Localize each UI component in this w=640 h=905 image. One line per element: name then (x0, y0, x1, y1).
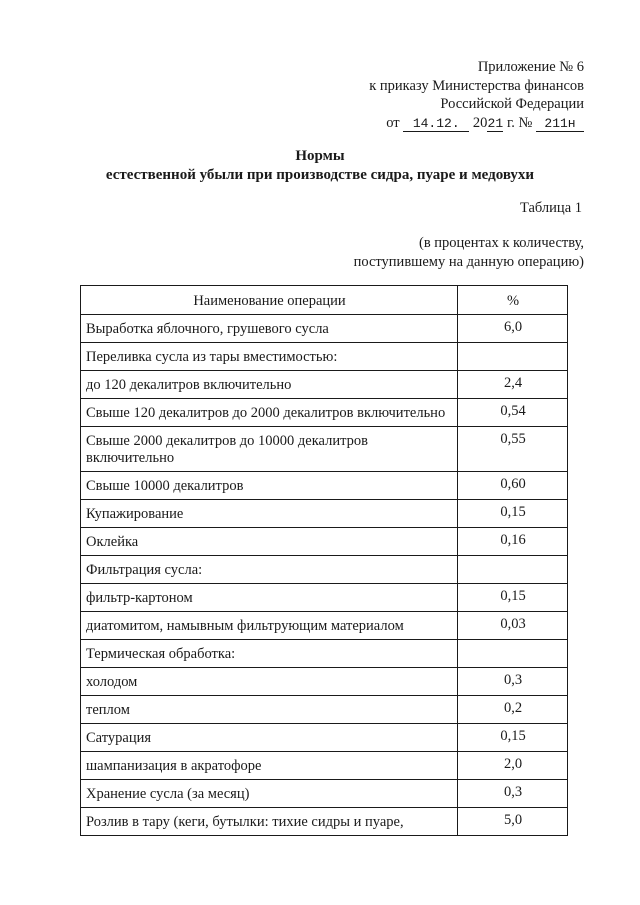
operation-cell: Переливка сусла из тары вместимостью: (81, 343, 458, 371)
title-line-2: естественной убыли при производстве сидра, пуаре и медовухи (105, 167, 535, 183)
operation-cell: теплом (81, 696, 458, 724)
header-percent: % (458, 286, 568, 315)
percent-cell: 0,2 (458, 696, 568, 724)
operation-cell: Хранение сусла (за месяц) (81, 780, 458, 808)
percent-cell: 0,15 (458, 724, 568, 752)
date-day-field: 14.12. (403, 117, 469, 132)
table-row (81, 399, 568, 427)
table-body (81, 315, 568, 836)
norms-table (80, 285, 568, 836)
table-row (81, 556, 568, 584)
table-row (81, 528, 568, 556)
percent-cell: 2,4 (458, 371, 568, 399)
operation-cell: шампанизация в акратофоре (81, 752, 458, 780)
operation-cell: Свыше 120 декалитров до 2000 декалитров включительно (81, 399, 458, 427)
order-number-field: 211н (536, 117, 584, 132)
table-row (81, 612, 568, 640)
operation-cell: Выработка яблочного, грушевого сусла (81, 315, 458, 343)
units-note-line-2: поступившему на данную операцию) (353, 253, 584, 270)
table-row (81, 427, 568, 472)
table-row (81, 724, 568, 752)
percent-cell: 0,03 (458, 612, 568, 640)
date-prefix: от (386, 114, 400, 131)
table-row (81, 640, 568, 668)
operation-cell: диатомитом, намывным фильтрующим материалом (81, 612, 458, 640)
percent-cell: 0,60 (458, 472, 568, 500)
operation-cell: Оклейка (81, 528, 458, 556)
table-number: Таблица 1 (519, 200, 582, 216)
percent-cell (458, 343, 568, 371)
date-century: 20 (472, 114, 488, 131)
percent-cell: 0,15 (458, 584, 568, 612)
header-operation: Наименование операции (81, 286, 458, 315)
percent-cell: 6,0 (458, 315, 568, 343)
units-note (354, 234, 584, 271)
table-row (81, 472, 568, 500)
operation-cell: до 120 декалитров включительно (81, 371, 458, 399)
percent-cell: 0,15 (458, 500, 568, 528)
operation-cell: Свыше 2000 декалитров до 10000 декалитров включительно (81, 427, 458, 472)
table-row (81, 315, 568, 343)
table-row (81, 584, 568, 612)
operation-cell: фильтр-картоном (81, 584, 458, 612)
percent-cell: 5,0 (458, 808, 568, 836)
percent-cell: 0,54 (458, 399, 568, 427)
appendix-federation: Российской Федерации (440, 96, 584, 112)
table-row (81, 752, 568, 780)
percent-cell (458, 556, 568, 584)
table-row (81, 780, 568, 808)
operation-cell: Термическая обработка: (81, 640, 458, 668)
title-line-1: Нормы (295, 148, 345, 164)
percent-cell: 0,16 (458, 528, 568, 556)
appendix-number: Приложение № 6 (477, 59, 584, 75)
table-row (81, 808, 568, 836)
operation-cell: Купажирование (81, 500, 458, 528)
table-row (81, 668, 568, 696)
date-year-field: 21 (487, 115, 504, 131)
table-row (81, 343, 568, 371)
date-year-suffix: г. № (506, 114, 533, 131)
units-note-line-1: (в процентах к количеству, (418, 235, 584, 251)
operation-cell: Фильтрация сусла: (81, 556, 458, 584)
operation-cell: Сатурация (81, 724, 458, 752)
table-row (81, 500, 568, 528)
operation-cell: холодом (81, 668, 458, 696)
appendix-order-ref: к приказу Министерства финансов (369, 77, 584, 94)
appendix-date-line (369, 114, 584, 133)
operation-cell: Розлив в тару (кеги, бутылки: тихие сидры и пуаре, (81, 808, 458, 836)
table-row (81, 696, 568, 724)
percent-cell (458, 640, 568, 668)
table-row (81, 371, 568, 399)
percent-cell: 0,55 (458, 427, 568, 472)
table-header-row (81, 286, 568, 315)
document-title (0, 147, 640, 185)
operation-cell: Свыше 10000 декалитров (81, 472, 458, 500)
percent-cell: 0,3 (458, 668, 568, 696)
appendix-header (369, 58, 584, 132)
percent-cell: 0,3 (458, 780, 568, 808)
percent-cell: 2,0 (458, 752, 568, 780)
